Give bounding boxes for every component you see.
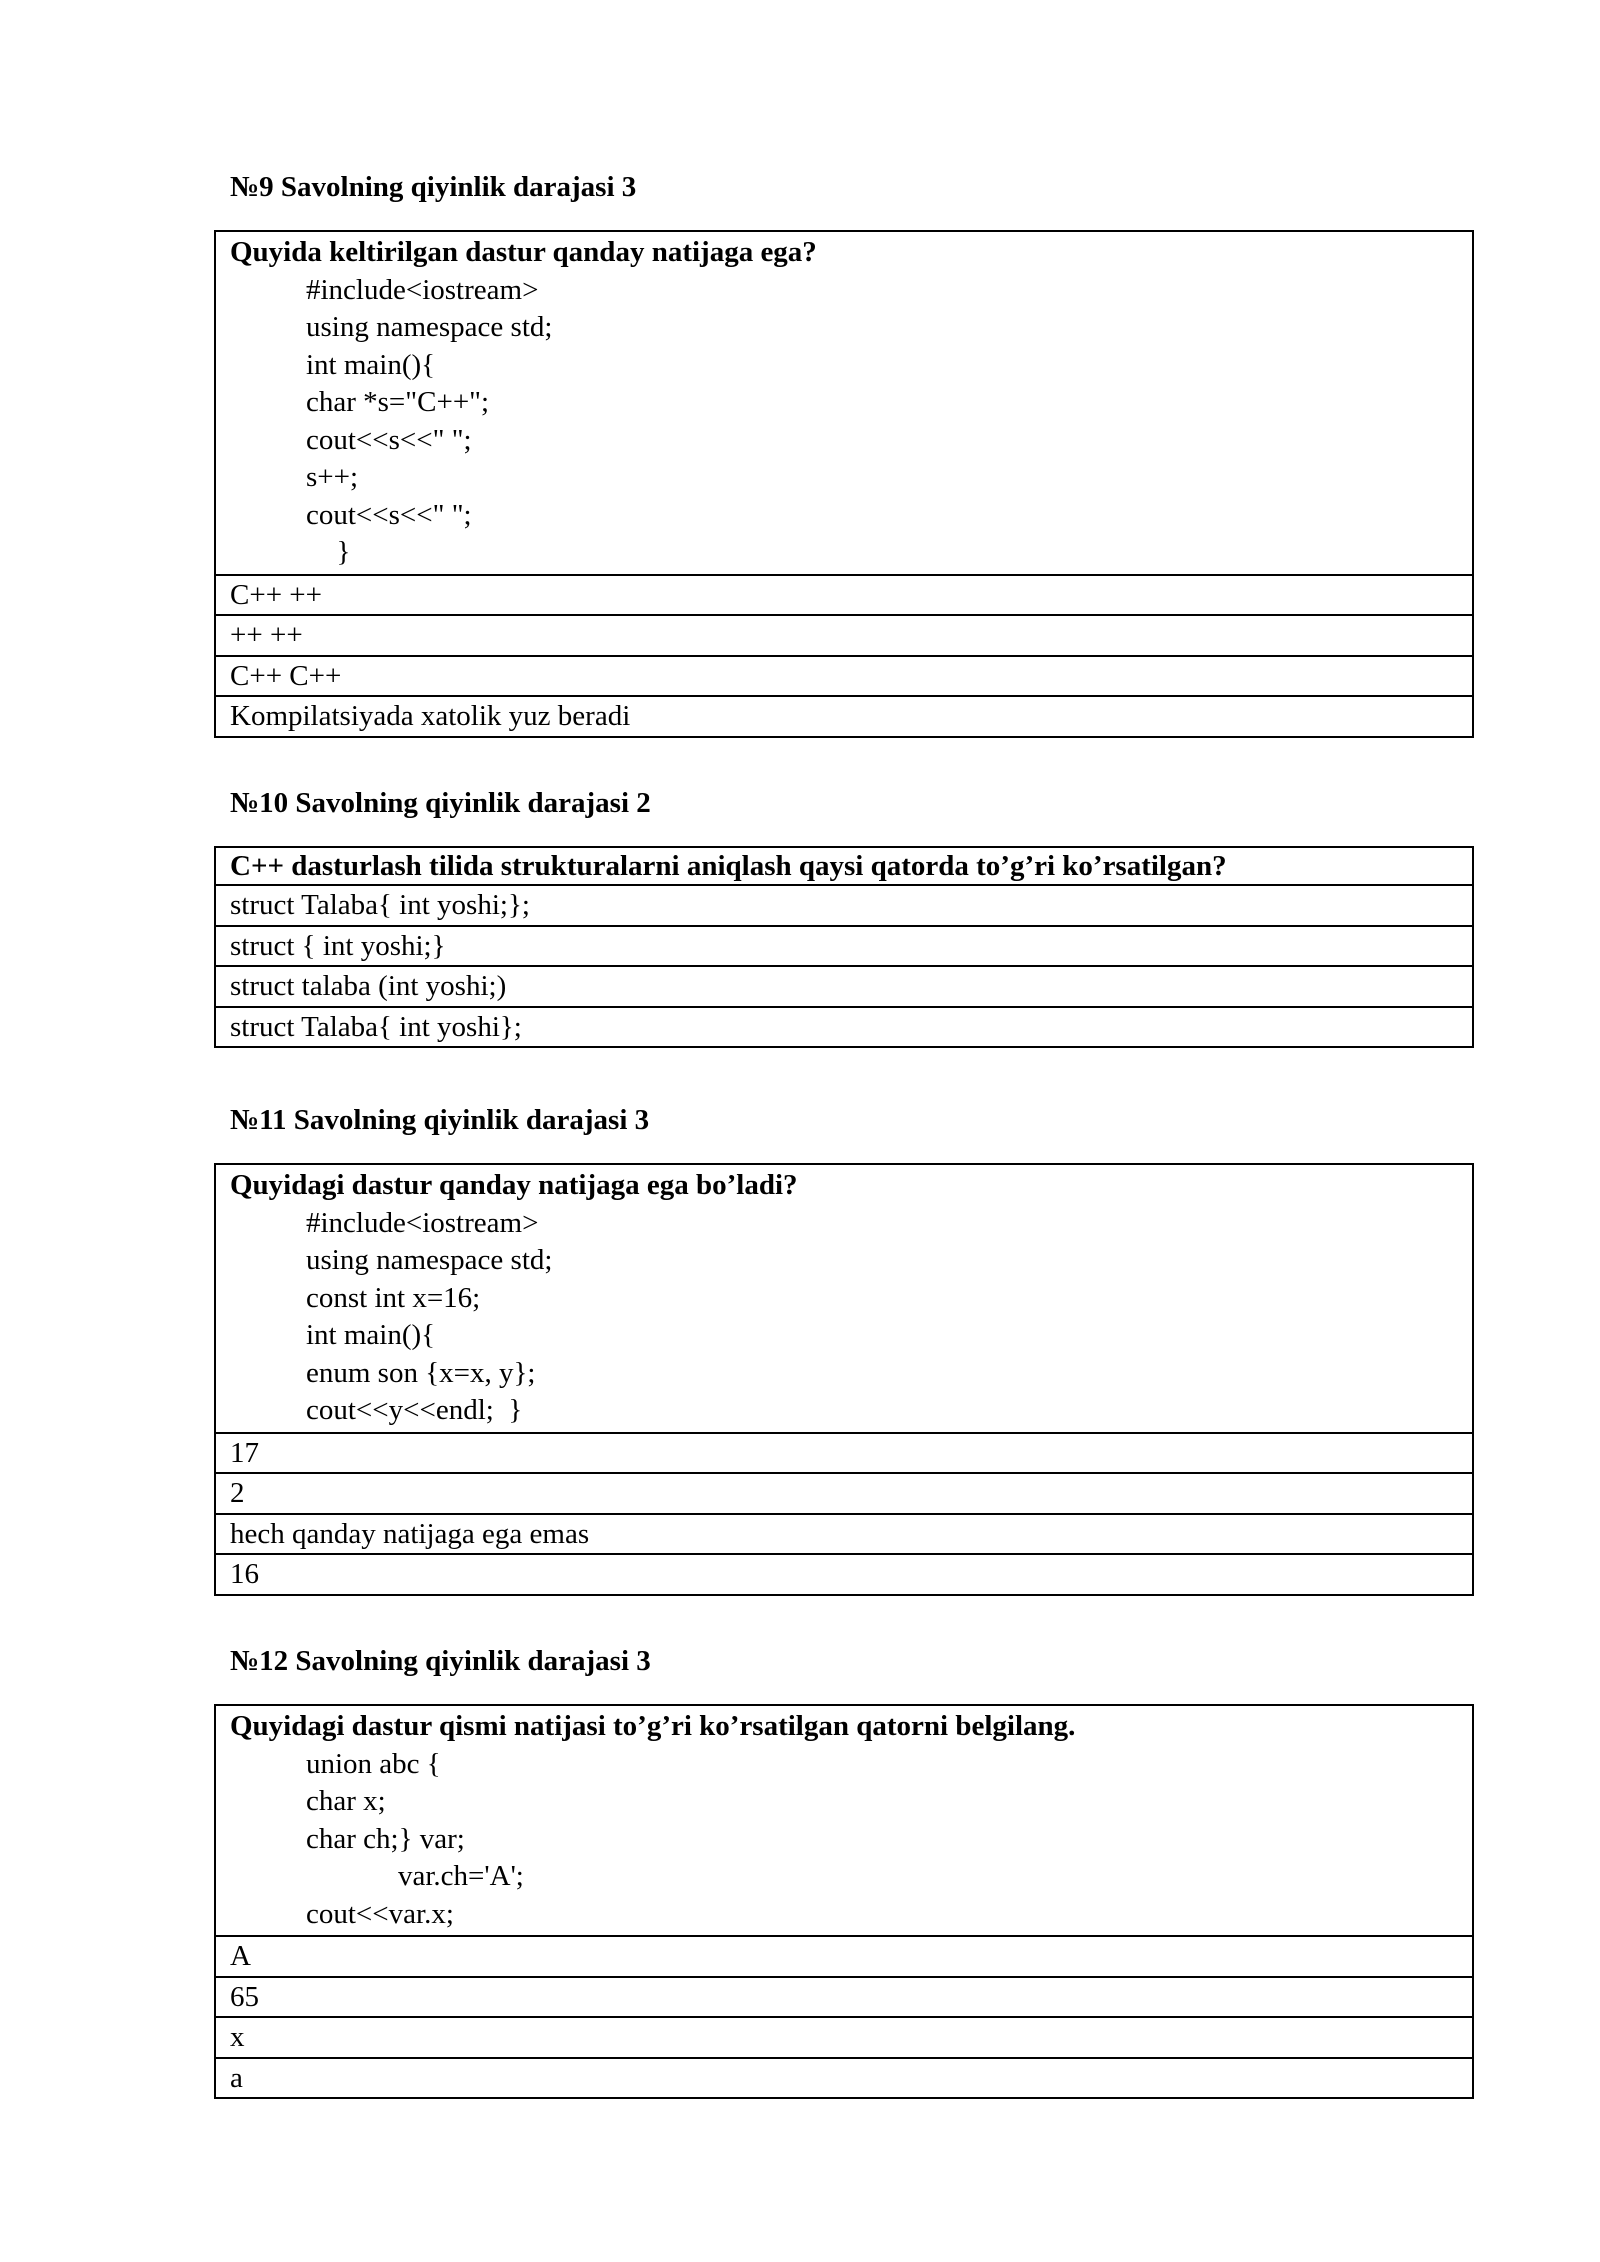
answer-option[interactable]: C++ C++ — [216, 655, 1472, 696]
code-line: char *s="C++"; — [306, 386, 490, 418]
code-line: } — [322, 536, 351, 568]
question-stem — [216, 1165, 1472, 1432]
code-line: int main(){ — [306, 348, 436, 381]
answer-option[interactable]: 16 — [216, 1553, 1472, 1594]
code-line: char x; — [306, 1785, 386, 1817]
question-stem — [216, 848, 1472, 884]
question-stem — [216, 1706, 1472, 1935]
question-table — [214, 1704, 1474, 2099]
code-line: char ch;} var; — [306, 1822, 465, 1855]
question-table — [214, 1163, 1474, 1596]
question-heading: №11 Savolning qiyinlik darajasi 3 — [230, 1104, 650, 1136]
code-line: using namespace std; — [306, 311, 553, 343]
answer-option[interactable]: a — [216, 2057, 1472, 2098]
answer-option[interactable]: ++ ++ — [216, 614, 1472, 655]
question-text: Quyidagi dastur qanday natijaga ega bo’ladi? — [230, 1169, 798, 1201]
answer-option[interactable]: struct Talaba{ int yoshi;}; — [216, 884, 1472, 925]
code-line: using namespace std; — [306, 1244, 553, 1276]
code-line: cout<<s<<" "; — [306, 498, 472, 531]
answer-option[interactable]: x — [216, 2016, 1472, 2057]
question-11 — [214, 1101, 1474, 1596]
code-line: int main(){ — [306, 1319, 436, 1351]
question-table — [214, 846, 1474, 1048]
answer-option[interactable]: struct { int yoshi;} — [216, 925, 1472, 966]
code-line: enum son {x=x, y}; — [306, 1356, 536, 1389]
answer-option[interactable]: 2 — [216, 1472, 1472, 1513]
question-text: C++ dasturlash tilida strukturalarni aniqlash qaysi qatorda to’g’ri ko’rsatilgan? — [230, 850, 1227, 882]
question-heading: №12 Savolning qiyinlik darajasi 3 — [230, 1645, 651, 1677]
question-text: Quyidagi dastur qismi natijasi to’g’ri ko’rsatilgan qatorni belgilang. — [230, 1710, 1076, 1742]
code-line: s++; — [306, 461, 359, 493]
answer-option[interactable]: C++ ++ — [216, 574, 1472, 615]
question-12 — [214, 1642, 1474, 2099]
code-line: var.ch='A'; — [398, 1860, 524, 1892]
code-line: cout<<y<<endl; } — [306, 1394, 523, 1426]
question-table — [214, 230, 1474, 738]
answer-option[interactable]: 65 — [216, 1976, 1472, 2017]
answer-option[interactable]: 17 — [216, 1432, 1472, 1473]
answer-option[interactable]: struct Talaba{ int yoshi}; — [216, 1006, 1472, 1047]
code-line: #include<iostream> — [306, 1206, 539, 1239]
code-line: #include<iostream> — [306, 273, 539, 306]
code-line: union abc { — [306, 1747, 441, 1780]
answer-option[interactable]: hech qanday natijaga ega emas — [216, 1513, 1472, 1554]
question-heading: №10 Savolning qiyinlik darajasi 2 — [230, 787, 651, 819]
code-line: cout<<var.x; — [306, 1897, 454, 1930]
answer-option[interactable]: A — [216, 1935, 1472, 1976]
question-heading: №9 Savolning qiyinlik darajasi 3 — [230, 171, 637, 203]
answer-option[interactable]: Kompilatsiyada xatolik yuz beradi — [216, 695, 1472, 736]
question-9 — [214, 168, 1474, 738]
code-line: const int x=16; — [306, 1281, 481, 1314]
question-10 — [214, 784, 1474, 1048]
question-stem — [216, 232, 1472, 574]
answer-option[interactable]: struct talaba (int yoshi;) — [216, 965, 1472, 1006]
question-text: Quyida keltirilgan dastur qanday natijaga ega? — [230, 236, 817, 268]
code-line: cout<<s<<" "; — [306, 423, 472, 456]
